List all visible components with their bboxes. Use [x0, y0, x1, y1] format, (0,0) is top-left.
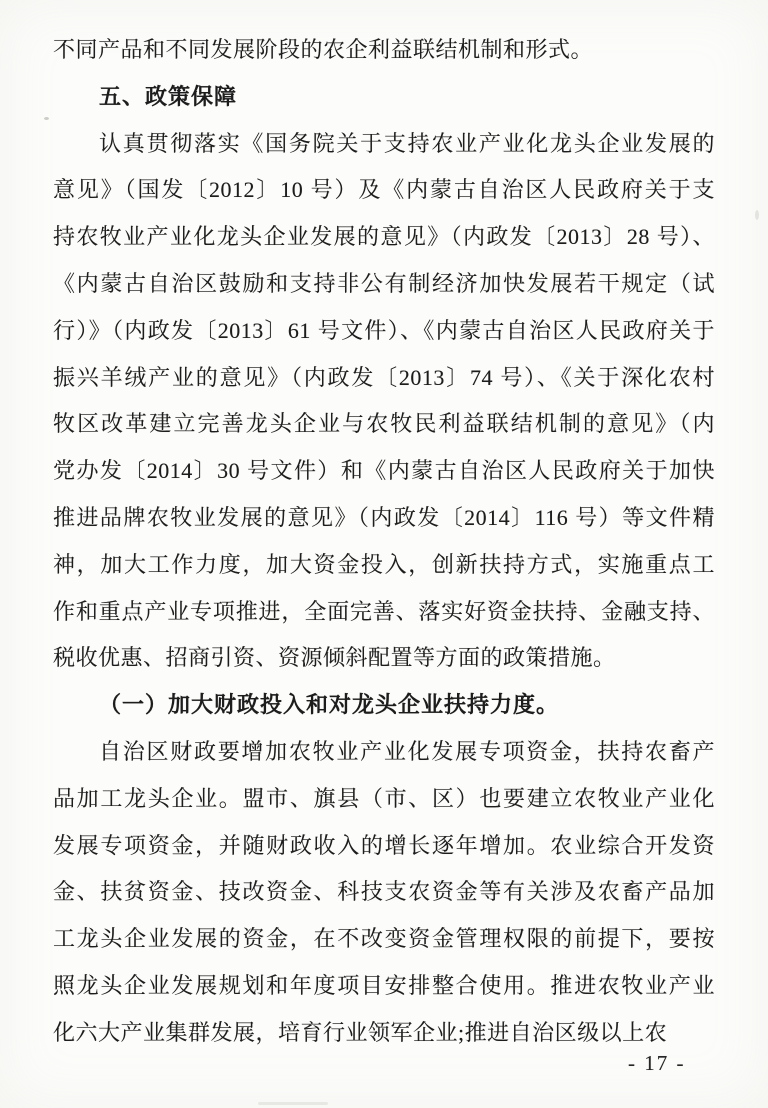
- text-line: 品加工龙头企业。盟市、旗县（市、区）也要建立农牧业产业化: [53, 785, 715, 811]
- text-line: 行）》（内政发〔2013〕61 号文件）、《内蒙古自治区人民政府关于: [53, 317, 715, 343]
- text-line: 发展专项资金，并随财政收入的增长逐年增加。农业综合开发资: [53, 832, 715, 858]
- text-line: 税收优惠、招商引资、资源倾斜配置等方面的政策措施。: [53, 645, 616, 671]
- text-line: 振兴羊绒产业的意见》（内政发〔2013〕74 号）、《关于深化农村: [53, 364, 715, 390]
- scan-artifact: [258, 1102, 328, 1105]
- text-line: 金、扶贫资金、技改资金、科技支农资金等有关涉及农畜产品加: [53, 879, 715, 905]
- section-heading: 五、政策保障: [99, 83, 238, 109]
- page-number: - 17 -: [628, 1051, 686, 1075]
- text-line: 牧区改革建立完善龙头企业与农牧民利益联结机制的意见》（内: [53, 411, 715, 437]
- text-line: 照龙头企业发展规划和年度项目安排整合使用。推进农牧业产业: [53, 972, 715, 998]
- scan-artifact: [755, 210, 759, 220]
- text-line: 自治区财政要增加农牧业产业化发展专项资金，扶持农畜产: [99, 738, 715, 764]
- subsection-heading: （一）加大财政投入和对龙头企业扶持力度。: [99, 692, 560, 718]
- text-line: 持农牧业产业化龙头企业发展的意见》（内政发〔2013〕28 号）、: [53, 224, 715, 250]
- text-line: 推进品牌农牧业发展的意见》（内政发〔2014〕116 号）等文件精: [53, 504, 715, 530]
- text-line: 认真贯彻落实《国务院关于支持农业产业化龙头企业发展的: [99, 130, 715, 156]
- text-line: 不同产品和不同发展阶段的农企利益联结机制和形式。: [53, 37, 594, 62]
- text-line: 工龙头企业发展的资金，在不改变资金管理权限的前提下，要按: [53, 926, 715, 952]
- text-line: 化六大产业集群发展，培育行业领军企业;推进自治区级以上农: [53, 1019, 668, 1045]
- text-line: 神，加大工作力度，加大资金投入，创新扶持方式，实施重点工: [53, 551, 715, 577]
- document-body: [53, 27, 715, 1057]
- scan-artifact: [44, 117, 49, 120]
- text-line: 党办发〔2014〕30 号文件）和《内蒙古自治区人民政府关于加快: [53, 458, 715, 484]
- text-line: 《内蒙古自治区鼓励和支持非公有制经济加快发展若干规定（试: [53, 270, 715, 296]
- text-line: 作和重点产业专项推进，全面完善、落实好资金扶持、金融支持、: [53, 598, 715, 624]
- text-line: 意见》（国发〔2012〕10 号）及《内蒙古自治区人民政府关于支: [53, 177, 715, 203]
